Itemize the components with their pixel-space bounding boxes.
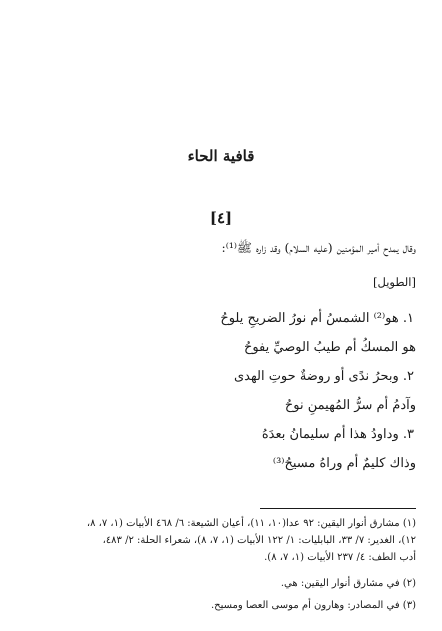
footnote-1-line-2: ١٢)، الغدير: ٧/ ٣٣، البابليات: ١/ ١٢٢ الأبيات (١، ٧، ٨)، شعراء الحلة: ٢/ ٤٨٣، <box>102 535 416 546</box>
verse-line-1: ١. هو⁽²⁾ الشمسُ أم نورُ الضريحِ يلوحُ <box>220 311 414 326</box>
footnote-2: (٢) في مشارق أنوار اليقين: هي. <box>280 578 416 589</box>
poem-meter: [الطويل] <box>373 275 416 289</box>
verse-line-3: ٢. وبحرُ ندًى أو روضةٌ حوتِ الهدى <box>234 369 414 384</box>
verse-line-6: وذاك كليمٌ أم وراهُ مسيحُ⁽³⁾ <box>272 456 416 471</box>
chapter-title: قافية الحاء <box>187 147 255 165</box>
poem-intro: وقال يمدح أمير المؤمنين (عليه السلام) وقد زاره ﷺ⁽¹⁾: <box>221 240 416 255</box>
verse-line-5: ٣. وداودُ هذا أم سليمانُ بعدَهُ <box>261 427 414 442</box>
poem-number: [٤] <box>209 209 233 227</box>
footnote-3: (٣) في المصادر: وهارون أم موسى العصا ومسيح. <box>210 600 416 611</box>
verse-line-2: هو المسكُ أم طيبُ الوصيِّ يفوحُ <box>243 340 416 355</box>
footnote-1-line-1: (١) مشارق أنوار اليقين: ٩٢ عدا(١٠، ١١)، أعيان الشيعة: ٦/ ٤٦٨ الأبيات (١، ٧، ٨، <box>86 518 416 529</box>
footnote-1-line-3: أدب الطف: ٤/ ٢٣٧ الأبيات (١، ٧، ٨). <box>264 552 416 563</box>
footnote-separator <box>260 508 416 509</box>
verse-line-4: وآدمُ أم سرُّ المُهيمنِ نوحُ <box>284 398 416 413</box>
